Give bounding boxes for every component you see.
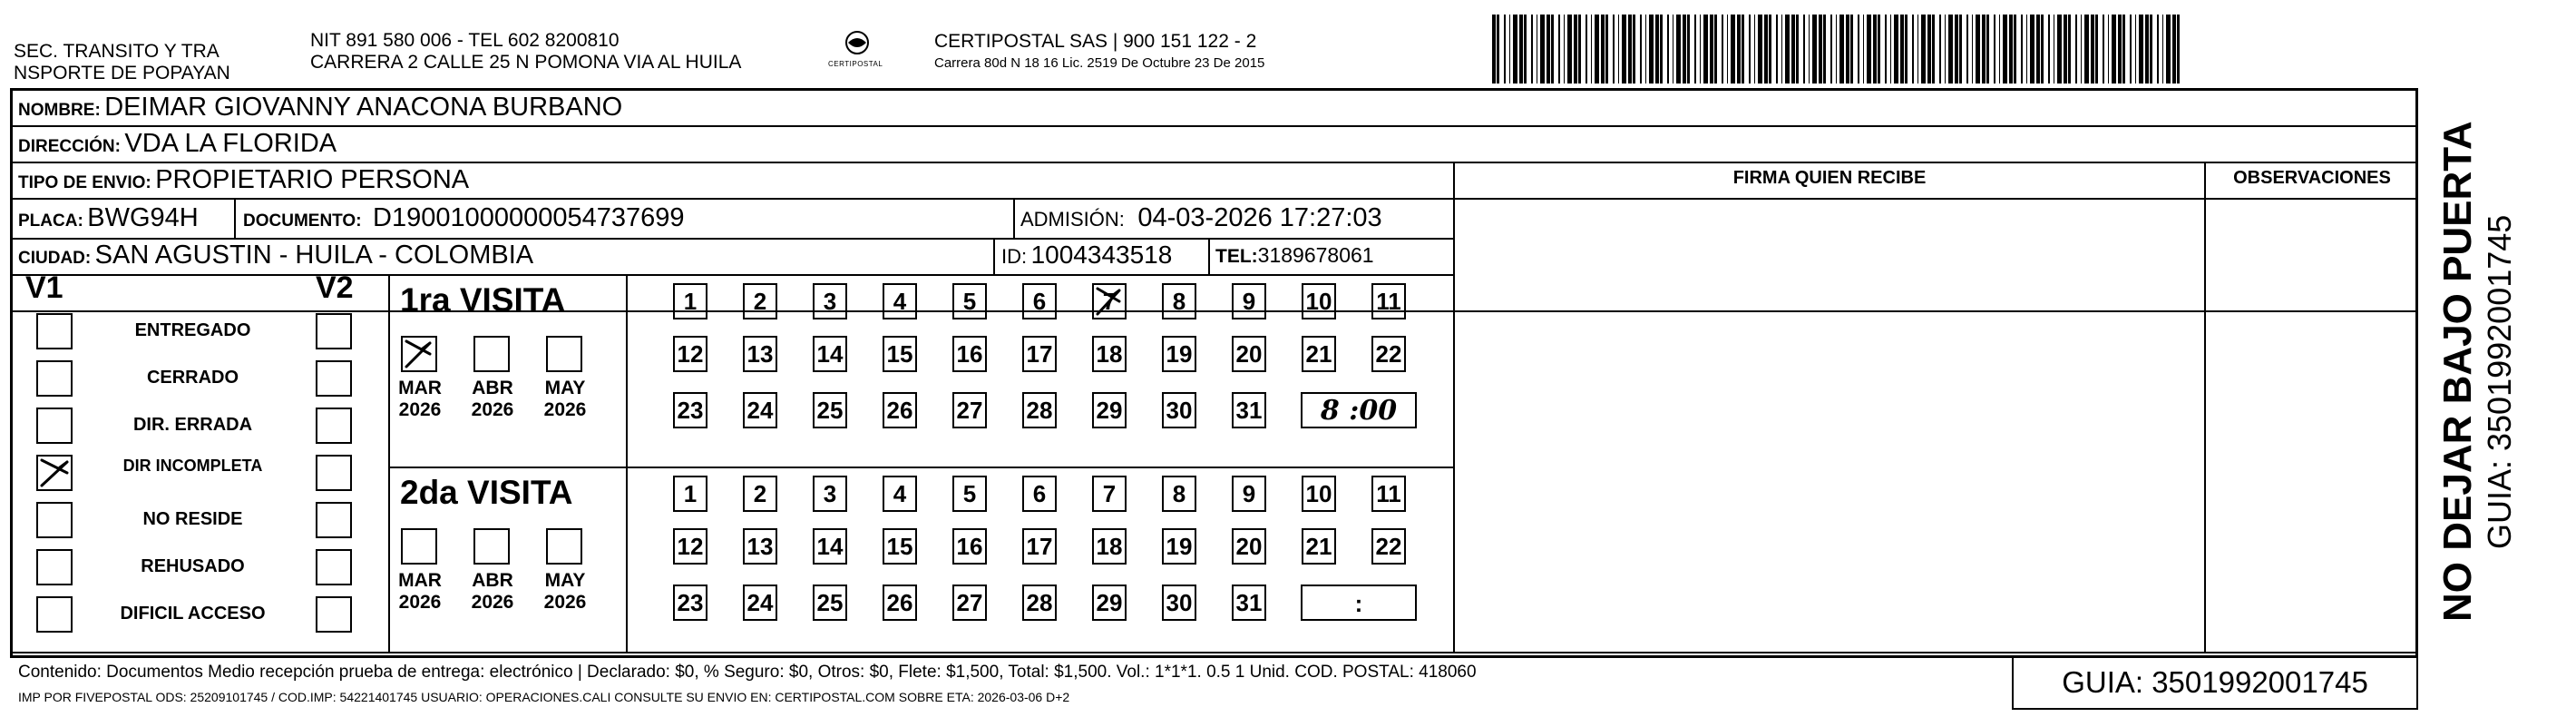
- visit2-month-checkbox[interactable]: [401, 528, 437, 565]
- barcode-bar: [1846, 15, 1849, 84]
- visit1-day-box[interactable]: 31: [1232, 392, 1266, 428]
- barcode-bar: [1731, 15, 1735, 84]
- side-guide-number: GUIA: 3501992001745: [2481, 214, 2518, 549]
- barcode-bar: [2075, 15, 2077, 84]
- v1-label: V1: [25, 270, 63, 305]
- visit2-day-box[interactable]: 2: [743, 476, 777, 512]
- type-label: TIPO DE ENVIO:: [18, 173, 151, 192]
- barcode-bar: [1791, 15, 1795, 84]
- carrier-line-1: CERTIPOSTAL SAS | 900 151 122 - 2: [934, 31, 1257, 52]
- barcode-bar: [1781, 15, 1782, 84]
- status-label: REHUSADO: [141, 556, 245, 576]
- v2-checkbox[interactable]: [316, 408, 352, 444]
- visit1-day-box[interactable]: 30: [1162, 392, 1196, 428]
- barcode-bar: [1819, 15, 1822, 84]
- barcode-bar: [1601, 15, 1605, 84]
- barcode: [1492, 15, 2183, 84]
- barcode-bar: [1948, 15, 1953, 84]
- v1-checkbox[interactable]: [36, 408, 73, 444]
- visit1-day-box[interactable]: 25: [813, 392, 847, 428]
- visit2-day-box[interactable]: 7: [1092, 476, 1127, 512]
- visit2-month-label: MAY: [544, 570, 586, 591]
- visit1-day-box[interactable]: 7: [1092, 283, 1127, 319]
- barcode-bar: [1939, 15, 1941, 84]
- visit2-time-colon: :: [1354, 590, 1363, 617]
- barcode-bar: [2026, 15, 2027, 84]
- barcode-bar: [1885, 15, 1887, 84]
- v1-checkbox[interactable]: [36, 549, 73, 585]
- document-label: DOCUMENTO:: [243, 211, 362, 231]
- barcode-bar: [1809, 15, 1810, 84]
- visit2-day-box[interactable]: 24: [743, 585, 777, 621]
- barcode-bar: [1547, 15, 1550, 84]
- visit1-day-box[interactable]: 18: [1092, 336, 1127, 372]
- barcode-bar: [2139, 15, 2143, 84]
- barcode-bar: [2064, 15, 2067, 84]
- visit2-day-box[interactable]: 31: [1232, 585, 1266, 621]
- barcode-bar: [1687, 15, 1690, 84]
- admission-cell: [1020, 202, 1382, 238]
- barcode-bar: [1649, 15, 1654, 84]
- v2-checkbox[interactable]: [316, 549, 352, 585]
- barcode-bar: [2057, 15, 2062, 84]
- barcode-bar: [1567, 15, 1572, 84]
- barcode-bar: [1633, 15, 1635, 84]
- row-divider: [10, 162, 2418, 163]
- visit1-day-box[interactable]: 24: [743, 392, 777, 428]
- city-value: SAN AGUSTIN - HUILA - COLOMBIA: [94, 241, 534, 270]
- visit1-day-box[interactable]: 3: [813, 283, 847, 319]
- visit2-day-box[interactable]: 12: [673, 528, 707, 565]
- visit1-day-box[interactable]: 28: [1022, 392, 1057, 428]
- barcode-bar: [2135, 15, 2136, 84]
- visit2-month-label: MAR: [398, 570, 442, 591]
- status-label: DIFICIL ACCESO: [120, 604, 266, 624]
- footer-divider: [10, 652, 2418, 653]
- visit2-day-box[interactable]: 27: [952, 585, 987, 621]
- barcode-bar: [1492, 15, 1496, 84]
- barcode-bar: [2030, 15, 2034, 84]
- tel-label: TEL:: [1215, 246, 1258, 267]
- tel-cell: [1215, 240, 1374, 274]
- barcode-bar: [1591, 15, 1592, 84]
- visit2-day-box[interactable]: 11: [1371, 476, 1406, 512]
- row-divider: [10, 310, 2418, 312]
- barcode-bar: [2081, 15, 2082, 84]
- visit2-day-box[interactable]: 16: [952, 528, 987, 565]
- visit1-day-box[interactable]: 6: [1022, 283, 1057, 319]
- visit2-day-box[interactable]: 28: [1022, 585, 1057, 621]
- barcode-bar: [1667, 15, 1669, 84]
- barcode-bar: [1578, 15, 1581, 84]
- status-label: ENTREGADO: [134, 320, 251, 340]
- plate-value: BWG94H: [87, 203, 199, 232]
- visit2-year-label: 2026: [543, 592, 587, 613]
- visit-divider: [388, 467, 1455, 468]
- barcode-bar: [1921, 15, 1926, 84]
- sender-line-2: NSPORTE DE POPAYAN: [14, 63, 230, 84]
- barcode-bar: [2091, 15, 2094, 84]
- v1-checkbox[interactable]: [36, 596, 73, 633]
- barcode-bar: [1785, 15, 1790, 84]
- city-cell: [18, 240, 533, 275]
- id-value: 1004343518: [1030, 241, 1173, 269]
- visit2-month-label: ABR: [472, 570, 513, 591]
- barcode-bar: [1660, 15, 1663, 84]
- barcode-bar: [1796, 15, 1799, 84]
- barcode-bar: [1727, 15, 1728, 84]
- carrier-info: [934, 31, 1264, 72]
- visit2-title: 2da VISITA: [400, 474, 573, 511]
- visit1-month-label: ABR: [472, 378, 513, 398]
- v2-label: V2: [316, 270, 354, 305]
- barcode-bar: [1917, 15, 1918, 84]
- v2-checkbox[interactable]: [316, 596, 352, 633]
- visit1-day-box[interactable]: 10: [1302, 283, 1336, 319]
- visit2-day-box[interactable]: 13: [743, 528, 777, 565]
- barcode-bar: [1519, 15, 1523, 84]
- sender-info-line-2: CARRERA 2 CALLE 25 N POMONA VIA AL HUILA: [310, 52, 742, 73]
- sender-name: [14, 41, 230, 84]
- visit1-time-box[interactable]: [1301, 392, 1417, 428]
- visit2-day-box[interactable]: 21: [1302, 528, 1336, 565]
- barcode-bar: [1863, 15, 1864, 84]
- visit2-day-box[interactable]: 5: [952, 476, 987, 512]
- barcode-bar: [1905, 15, 1908, 84]
- barcode-bar: [1618, 15, 1619, 84]
- visit1-day-box[interactable]: 14: [813, 336, 847, 372]
- barcode-bar: [1564, 15, 1565, 84]
- visit1-day-box[interactable]: 22: [1371, 336, 1406, 372]
- barcode-bar: [2084, 15, 2089, 84]
- barcode-bar: [1694, 15, 1696, 84]
- contents-line: Contenido: Documentos Medio recepción prueba de entrega: electrónico | Declarado: $0, % Seguro: $0, Otros: $0, Flete: $1,500, Total: $1,500. Vol.: 1*1*1. 0.5 1 Unid. COD. POSTAL: 418060: [18, 663, 1477, 682]
- barcode-bar: [1509, 15, 1510, 84]
- visit2-day-box[interactable]: 23: [673, 585, 707, 621]
- barcode-bar: [1858, 15, 1859, 84]
- barcode-bar: [1769, 15, 1771, 84]
- barcode-bar: [2003, 15, 2007, 84]
- barcode-bar: [2177, 15, 2180, 84]
- barcode-bar: [1927, 15, 1931, 84]
- visit1-month-label: MAY: [544, 378, 586, 398]
- visit1-month-check-mark: [403, 338, 435, 370]
- barcode-bar: [2130, 15, 2132, 84]
- barcode-bar: [1574, 15, 1577, 84]
- name-value: DEIMAR GIOVANNY ANACONA BURBANO: [104, 93, 623, 122]
- barcode-bar: [2172, 15, 2176, 84]
- barcode-bar: [1776, 15, 1778, 84]
- visit1-day-box[interactable]: 12: [673, 336, 707, 372]
- barcode-bar: [1551, 15, 1554, 84]
- name-label: NOMBRE:: [18, 101, 101, 120]
- barcode-bar: [2118, 15, 2122, 84]
- visit1-day-box[interactable]: 1: [673, 283, 707, 319]
- barcode-bar: [2166, 15, 2171, 84]
- visit2-day-box[interactable]: 1: [673, 476, 707, 512]
- barcode-bar: [1900, 15, 1904, 84]
- status-label: DIR. ERRADA: [132, 415, 253, 435]
- barcode-bar: [1754, 15, 1755, 84]
- id-divider: [993, 238, 995, 274]
- barcode-bar: [1710, 15, 1713, 84]
- visit2-day-box[interactable]: 30: [1162, 585, 1196, 621]
- visit2-day-box[interactable]: 17: [1022, 528, 1057, 565]
- barcode-bar: [1595, 15, 1599, 84]
- document-cell: [243, 202, 685, 238]
- barcode-bar: [2150, 15, 2152, 84]
- barcode-bar: [1959, 15, 1962, 84]
- barcode-bar: [2009, 15, 2013, 84]
- visit1-month-checkbox[interactable]: [546, 336, 582, 372]
- barcode-bar: [1700, 15, 1701, 84]
- plate-cell: [18, 202, 199, 238]
- barcode-bar: [1524, 15, 1527, 84]
- visit1-month-checkbox[interactable]: [473, 336, 510, 372]
- barcode-bar: [1839, 15, 1844, 84]
- address-label: DIRECCIÓN:: [18, 137, 121, 156]
- barcode-bar: [1645, 15, 1646, 84]
- visit1-day-box[interactable]: 16: [952, 336, 987, 372]
- carrier-line-2: Carrera 80d N 18 16 Lic. 2519 De Octubre 23 De 2015: [934, 55, 1265, 71]
- name-row: [18, 92, 622, 127]
- signature-left-border: [1453, 162, 1455, 652]
- v1-check-mark: [38, 457, 73, 489]
- observations-left-border: [2204, 162, 2206, 652]
- barcode-bar: [2021, 15, 2023, 84]
- visit2-day-box[interactable]: 20: [1232, 528, 1266, 565]
- barcode-bar: [2145, 15, 2149, 84]
- barcode-bar: [1912, 15, 1914, 84]
- visit2-day-box[interactable]: 19: [1162, 528, 1196, 565]
- plate-divider: [234, 198, 236, 238]
- barcode-bar: [1986, 15, 1989, 84]
- status-label: NO RESIDE: [142, 509, 243, 529]
- visit1-title: 1ra VISITA: [400, 281, 566, 319]
- visit2-day-box[interactable]: 9: [1232, 476, 1266, 512]
- barcode-bar: [2014, 15, 2016, 84]
- barcode-bar: [1742, 15, 1744, 84]
- barcode-bar: [1605, 15, 1608, 84]
- id-label: ID:: [1001, 245, 1028, 268]
- observations-column-header: OBSERVACIONES: [2233, 168, 2391, 188]
- barcode-bar: [2103, 15, 2104, 84]
- visit1-day-box[interactable]: 11: [1371, 283, 1406, 319]
- visit1-year-label: 2026: [471, 399, 514, 420]
- visit1-day-box[interactable]: 4: [883, 283, 917, 319]
- address-row: [18, 128, 337, 163]
- barcode-bar: [1932, 15, 1935, 84]
- city-label: CIUDAD:: [18, 249, 92, 268]
- visit2-month-checkbox[interactable]: [473, 528, 510, 565]
- guide-number-box: GUIA: 3501992001745: [2012, 655, 2418, 710]
- barcode-bar: [1497, 15, 1499, 84]
- visit2-day-box[interactable]: 3: [813, 476, 847, 512]
- barcode-bar: [1994, 15, 1995, 84]
- barcode-bar: [1749, 15, 1751, 84]
- barcode-bar: [2048, 15, 2050, 84]
- barcode-bar: [1676, 15, 1681, 84]
- visit2-year-label: 2026: [398, 592, 442, 613]
- visit2-day-box[interactable]: 18: [1092, 528, 1127, 565]
- admission-divider: [1013, 198, 1015, 238]
- barcode-graphic: [1492, 15, 2183, 84]
- visit1-day-box[interactable]: 13: [743, 336, 777, 372]
- visit1-day-box[interactable]: 29: [1092, 392, 1127, 428]
- barcode-bar: [1513, 15, 1517, 84]
- barcode-bar: [2162, 15, 2163, 84]
- visit1-day-box[interactable]: 5: [952, 283, 987, 319]
- visit1-day-box[interactable]: 9: [1232, 283, 1266, 319]
- v1-checkbox[interactable]: [36, 360, 73, 397]
- visit1-day-box[interactable]: 27: [952, 392, 987, 428]
- id-cell: [1001, 240, 1172, 275]
- carrier-logo: [828, 29, 883, 71]
- visit1-day-box[interactable]: 20: [1232, 336, 1266, 372]
- visit1-year-label: 2026: [398, 399, 442, 420]
- barcode-bar: [1830, 15, 1832, 84]
- type-value: PROPIETARIO PERSONA: [155, 165, 470, 194]
- visit2-day-box[interactable]: 10: [1302, 476, 1336, 512]
- status-label: DIR INCOMPLETA: [122, 457, 263, 475]
- barcode-bar: [1972, 15, 1973, 84]
- visit1-day-box[interactable]: 17: [1022, 336, 1057, 372]
- document-value: D19001000000054737699: [373, 203, 685, 232]
- month-right-border: [626, 274, 628, 652]
- barcode-bar: [1640, 15, 1642, 84]
- barcode-bar: [1540, 15, 1545, 84]
- v1-checkbox[interactable]: [36, 502, 73, 538]
- barcode-bar: [1613, 15, 1615, 84]
- visit2-day-box[interactable]: 4: [883, 476, 917, 512]
- no-leave-under-door-warning: NO DEJAR BAJO PUERTA: [2435, 121, 2480, 622]
- admission-value: 04-03-2026 17:27:03: [1137, 203, 1382, 232]
- barcode-bar: [1758, 15, 1762, 84]
- barcode-bar: [1890, 15, 1891, 84]
- barcode-bar: [2157, 15, 2159, 84]
- barcode-bar: [1531, 15, 1533, 84]
- visit1-day-box[interactable]: 19: [1162, 336, 1196, 372]
- barcode-bar: [1836, 15, 1837, 84]
- visit1-month-label: MAR: [398, 378, 442, 398]
- print-info-line: IMP POR FIVEPOSTAL ODS: 25209101745 / COD.IMP: 54221401745 USUARIO: OPERACIONES.CALI CONSULTE SU ENVIO EN: CERTIPOSTAL.COM SOBRE ETA: 2026-03-06 D+2: [18, 690, 1070, 704]
- v2-checkbox[interactable]: [316, 502, 352, 538]
- visit1-day-box[interactable]: 8: [1162, 283, 1196, 319]
- barcode-bar: [1873, 15, 1877, 84]
- visit1-handwritten-time: 8 :00: [1320, 395, 1398, 427]
- v2-checkbox[interactable]: [316, 313, 352, 349]
- admission-label: ADMISIÓN:: [1020, 208, 1125, 231]
- barcode-bar: [1999, 15, 2000, 84]
- barcode-bar: [2112, 15, 2116, 84]
- address-value: VDA LA FLORIDA: [124, 129, 337, 158]
- barcode-bar: [1966, 15, 1968, 84]
- barcode-bar: [1714, 15, 1717, 84]
- barcode-bar: [1586, 15, 1587, 84]
- barcode-bar: [1683, 15, 1686, 84]
- plate-label: PLACA:: [18, 211, 83, 231]
- barcode-bar: [1764, 15, 1768, 84]
- barcode-bar: [1737, 15, 1741, 84]
- logo-caption: CERTIPOSTAL: [828, 60, 883, 68]
- visit2-day-box[interactable]: 14: [813, 528, 847, 565]
- barcode-bar: [2041, 15, 2044, 84]
- barcode-bar: [1823, 15, 1826, 84]
- barcode-bar: [1894, 15, 1898, 84]
- visit2-month-checkbox[interactable]: [546, 528, 582, 565]
- barcode-bar: [1703, 15, 1708, 84]
- type-row: [18, 164, 469, 200]
- barcode-bar: [1945, 15, 1946, 84]
- barcode-bar: [1812, 15, 1817, 84]
- barcode-bar: [1628, 15, 1632, 84]
- barcode-bar: [1655, 15, 1659, 84]
- visit2-day-box[interactable]: 25: [813, 585, 847, 621]
- v2-checkbox[interactable]: [316, 455, 352, 491]
- visit1-day-box[interactable]: 21: [1302, 336, 1336, 372]
- barcode-bar: [1850, 15, 1853, 84]
- visit1-day-box[interactable]: 2: [743, 283, 777, 319]
- visit1-day-box[interactable]: 26: [883, 392, 917, 428]
- barcode-bar: [1622, 15, 1626, 84]
- barcode-bar: [1867, 15, 1871, 84]
- status-label: CERRADO: [146, 368, 239, 388]
- visit1-day-check-mark: [1094, 285, 1125, 318]
- visit2-day-box[interactable]: 15: [883, 528, 917, 565]
- visit2-day-box[interactable]: 29: [1092, 585, 1127, 621]
- barcode-bar: [2036, 15, 2040, 84]
- tel-divider: [1208, 238, 1210, 274]
- barcode-bar: [1722, 15, 1723, 84]
- visit1-day-box[interactable]: 15: [883, 336, 917, 372]
- visit1-day-box[interactable]: 23: [673, 392, 707, 428]
- v1-checkbox[interactable]: [36, 313, 73, 349]
- visit2-day-box[interactable]: 6: [1022, 476, 1057, 512]
- barcode-bar: [1955, 15, 1958, 84]
- barcode-bar: [1504, 15, 1506, 84]
- visit2-day-box[interactable]: 26: [883, 585, 917, 621]
- visit2-time-box[interactable]: [1301, 585, 1417, 621]
- barcode-bar: [1982, 15, 1986, 84]
- signature-column-header: FIRMA QUIEN RECIBE: [1732, 168, 1927, 188]
- visit2-year-label: 2026: [471, 592, 514, 613]
- sender-info: [310, 30, 741, 74]
- barcode-bar: [2122, 15, 2125, 84]
- sender-info-line-1: NIT 891 580 006 - TEL 602 8200810: [310, 30, 620, 51]
- barcode-bar: [2095, 15, 2098, 84]
- v2-checkbox[interactable]: [316, 360, 352, 397]
- tel-value: 3189678061: [1257, 243, 1374, 267]
- barcode-bar: [1558, 15, 1560, 84]
- barcode-bar: [1878, 15, 1880, 84]
- visit2-day-box[interactable]: 8: [1162, 476, 1196, 512]
- visit2-day-box[interactable]: 22: [1371, 528, 1406, 565]
- sender-line-1: SEC. TRANSITO Y TRA: [14, 41, 220, 62]
- visit1-year-label: 2026: [543, 399, 587, 420]
- barcode-bar: [2068, 15, 2071, 84]
- barcode-bar: [1976, 15, 1980, 84]
- barcode-bar: [2108, 15, 2109, 84]
- barcode-bar: [1803, 15, 1805, 84]
